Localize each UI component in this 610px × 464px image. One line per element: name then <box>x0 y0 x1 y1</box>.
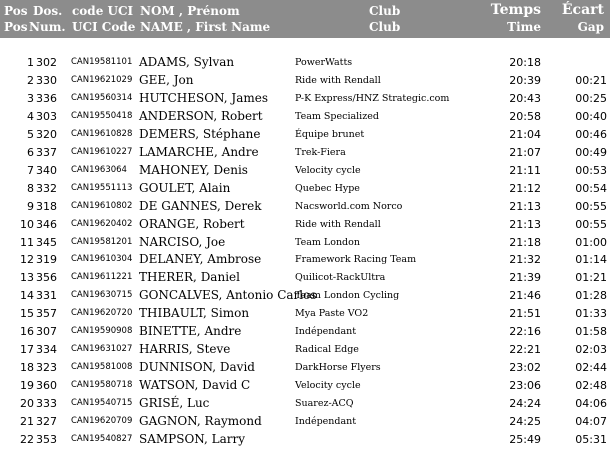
cell-pos: 19 <box>20 379 34 393</box>
cell-uci: CAN19550418 <box>71 110 133 121</box>
cell-club: Indépendant <box>295 416 357 427</box>
cell-dos: 345 <box>36 235 57 249</box>
table-row <box>0 180 610 197</box>
cell-gap: 01:00 <box>575 235 607 249</box>
cell-time: 21:51 <box>509 307 541 321</box>
header-name: NOM , Prénom <box>140 4 240 18</box>
cell-name: DE GANNES, Derek <box>139 198 262 213</box>
cell-dos: 303 <box>36 109 57 123</box>
cell-gap: 00:25 <box>575 91 607 105</box>
cell-dos: 346 <box>36 217 57 231</box>
table-row <box>0 359 610 376</box>
cell-gap: 00:40 <box>575 109 607 123</box>
cell-pos: 2 <box>27 73 34 87</box>
header-gap: Écart <box>561 2 604 18</box>
cell-club: P-K Express/HNZ Strategic.com <box>295 92 450 104</box>
cell-gap: 04:07 <box>575 415 607 428</box>
cell-pos: 12 <box>20 253 34 267</box>
cell-uci: CAN19580718 <box>71 380 133 391</box>
cell-dos: 353 <box>36 432 57 446</box>
results-header <box>0 0 610 38</box>
table-row <box>0 377 610 394</box>
cell-time: 25:49 <box>509 432 541 446</box>
cell-time: 20:43 <box>509 91 541 105</box>
table-row <box>0 216 610 233</box>
cell-pos: 11 <box>20 235 34 249</box>
header-gap-en: Gap <box>577 20 604 34</box>
cell-name: HARRIS, Steve <box>139 342 231 357</box>
cell-uci: CAN19620402 <box>71 218 133 229</box>
cell-pos: 7 <box>27 163 34 177</box>
cell-time: 21:13 <box>509 217 541 231</box>
cell-time: 23:02 <box>509 361 541 375</box>
cell-uci: CAN19560314 <box>71 92 133 103</box>
cell-time: 22:21 <box>509 343 541 357</box>
cell-dos: 330 <box>36 73 57 87</box>
cell-gap: 00:55 <box>575 217 607 231</box>
cell-time: 21:07 <box>509 145 541 159</box>
cell-club: Framework Racing Team <box>295 254 417 266</box>
cell-time: 21:32 <box>509 253 541 267</box>
cell-uci: CAN19581101 <box>71 57 133 67</box>
table-row <box>0 144 610 161</box>
cell-uci: CAN19581008 <box>71 362 133 373</box>
cell-name: THERER, Daniel <box>139 270 240 285</box>
cell-uci: CAN19620720 <box>71 308 133 319</box>
cell-dos: 337 <box>36 145 57 159</box>
cell-name: ANDERSON, Robert <box>139 108 263 123</box>
cell-name: THIBAULT, Simon <box>139 306 250 321</box>
cell-gap: 04:06 <box>575 397 607 411</box>
table-row <box>0 126 610 143</box>
cell-dos: 356 <box>36 271 57 285</box>
header-uci-en: UCI Code <box>72 20 136 34</box>
table-row <box>0 162 610 179</box>
cell-dos: 323 <box>36 361 57 375</box>
cell-time: 20:39 <box>509 73 541 87</box>
cell-uci: CAN19590908 <box>71 326 133 337</box>
cell-gap: 01:14 <box>575 253 607 267</box>
cell-club: Team Specialized <box>295 110 379 122</box>
cell-time: 21:39 <box>509 271 541 285</box>
cell-pos: 4 <box>27 109 34 123</box>
cell-name: GAGNON, Raymond <box>139 414 262 428</box>
header-pos: Pos <box>4 4 28 18</box>
cell-club: Ride with Rendall <box>295 218 381 230</box>
table-row <box>0 395 610 412</box>
cell-gap: 00:21 <box>575 73 607 87</box>
cell-club: PowerWatts <box>295 57 353 68</box>
cell-time: 24:25 <box>509 415 541 428</box>
cell-pos: 10 <box>20 217 34 231</box>
table-row <box>0 54 610 71</box>
cell-pos: 15 <box>20 307 34 321</box>
cell-gap: 05:31 <box>575 432 607 446</box>
cell-time: 21:12 <box>509 181 541 195</box>
table-row <box>0 287 610 304</box>
cell-name: WATSON, David C <box>139 378 251 393</box>
cell-uci: CAN19631027 <box>71 344 133 355</box>
table-row <box>0 90 610 107</box>
header-dos: Dos. <box>33 4 63 18</box>
cell-pos: 8 <box>27 181 34 195</box>
table-row <box>0 269 610 286</box>
cell-gap: 01:28 <box>575 289 607 303</box>
cell-time: 21:18 <box>509 235 541 249</box>
cell-club: Ride with Rendall <box>295 74 381 86</box>
cell-name: GONCALVES, Antonio Carlos <box>139 288 317 303</box>
cell-gap: 02:44 <box>575 361 607 375</box>
cell-pos: 20 <box>20 397 34 411</box>
cell-dos: 360 <box>36 379 57 393</box>
cell-club: Nacsworld.com Norco <box>295 200 403 212</box>
table-row <box>0 323 610 340</box>
cell-uci: CAN1963064 <box>71 164 127 175</box>
cell-uci: CAN19551113 <box>71 182 133 193</box>
cell-name: BINETTE, Andre <box>139 324 242 339</box>
header-pos-en: Pos <box>4 20 28 34</box>
cell-pos: 21 <box>20 415 34 428</box>
cell-name: ADAMS, Sylvan <box>139 55 235 69</box>
header-uci: code UCI <box>72 4 134 18</box>
cell-club: Équipe brunet <box>295 128 365 140</box>
cell-club: Velocity cycle <box>295 164 361 176</box>
cell-dos: 318 <box>36 199 57 213</box>
cell-uci: CAN19620709 <box>71 416 133 426</box>
cell-time: 24:24 <box>509 397 541 411</box>
cell-dos: 331 <box>36 289 57 303</box>
cell-gap: 01:58 <box>575 325 607 339</box>
cell-uci: CAN19621029 <box>71 74 133 85</box>
cell-time: 22:16 <box>509 325 541 339</box>
cell-pos: 17 <box>20 343 34 357</box>
cell-uci: CAN19610227 <box>71 146 133 157</box>
table-row <box>0 251 610 268</box>
cell-dos: 319 <box>36 253 57 267</box>
table-row <box>0 305 610 322</box>
cell-gap: 00:49 <box>575 145 607 159</box>
cell-time: 20:18 <box>509 56 541 69</box>
table-row <box>0 108 610 125</box>
cell-name: HUTCHESON, James <box>139 90 269 105</box>
cell-club: Velocity cycle <box>295 380 361 392</box>
cell-pos: 5 <box>27 127 34 141</box>
table-row <box>0 72 610 89</box>
cell-pos: 18 <box>20 361 34 375</box>
cell-name: LAMARCHE, Andre <box>139 144 259 159</box>
cell-pos: 14 <box>20 289 34 303</box>
cell-gap: 02:03 <box>575 343 607 357</box>
cell-club: Mya Paste VO2 <box>295 308 369 320</box>
table-row <box>0 234 610 251</box>
cell-name: DUNNISON, David <box>139 360 255 375</box>
cell-gap: 02:48 <box>575 379 607 393</box>
cell-name: DEMERS, Stéphane <box>139 126 261 141</box>
cell-name: ORANGE, Robert <box>139 216 245 231</box>
cell-club: Team London Cycling <box>295 290 400 302</box>
cell-uci: CAN19610802 <box>71 200 133 211</box>
cell-pos: 9 <box>27 199 34 213</box>
cell-pos: 16 <box>20 325 34 339</box>
cell-dos: 336 <box>36 91 57 105</box>
cell-club: Suarez-ACQ <box>295 398 354 410</box>
cell-club: Team London <box>295 236 360 248</box>
cell-club: Quilicot-RackUltra <box>295 272 386 284</box>
cell-gap: 00:55 <box>575 199 607 213</box>
cell-uci: CAN19581201 <box>71 236 133 247</box>
header-time-en: Time <box>507 20 541 34</box>
cell-uci: CAN19540715 <box>71 398 133 409</box>
table-row <box>0 341 610 358</box>
cell-dos: 340 <box>36 163 57 177</box>
cell-time: 21:04 <box>509 127 541 141</box>
cell-name: NARCISO, Joe <box>139 234 226 249</box>
cell-time: 21:13 <box>509 199 541 213</box>
cell-name: GEE, Jon <box>139 72 194 87</box>
cell-dos: 357 <box>36 307 57 321</box>
cell-gap: 00:53 <box>575 163 607 177</box>
cell-uci: CAN19611221 <box>71 272 133 283</box>
cell-time: 20:58 <box>509 109 541 123</box>
cell-name: SAMPSON, Larry <box>139 431 246 446</box>
cell-dos: 334 <box>36 343 57 357</box>
header-num-en: Num. <box>29 20 66 34</box>
cell-club: Radical Edge <box>295 344 359 356</box>
cell-name: MAHONEY, Denis <box>139 162 248 177</box>
cell-gap: 01:21 <box>575 271 607 285</box>
cell-uci: CAN19630715 <box>71 290 133 301</box>
header-club-en: Club <box>369 20 401 34</box>
table-row <box>0 431 610 448</box>
cell-dos: 307 <box>36 325 57 339</box>
cell-name: GRISÉ, Luc <box>139 396 210 411</box>
cell-dos: 302 <box>36 56 57 69</box>
cell-club: Quebec Hype <box>295 182 360 194</box>
header-time: Temps <box>490 2 541 18</box>
cell-gap: 00:54 <box>575 181 607 195</box>
cell-dos: 327 <box>36 415 57 428</box>
cell-uci: CAN19610828 <box>71 128 133 139</box>
cell-uci: CAN19610304 <box>71 254 133 265</box>
cell-time: 21:46 <box>509 289 541 303</box>
cell-club: DarkHorse Flyers <box>295 362 381 374</box>
cell-name: DELANEY, Ambrose <box>139 252 262 267</box>
cell-gap: 00:46 <box>575 127 607 141</box>
cell-dos: 333 <box>36 397 57 411</box>
cell-dos: 332 <box>36 181 57 195</box>
cell-name: GOULET, Alain <box>139 180 231 195</box>
cell-pos: 3 <box>27 91 34 105</box>
cell-pos: 6 <box>27 145 34 159</box>
header-name-en: NAME , First Name <box>140 20 271 34</box>
cell-club: Trek-Fiera <box>295 146 346 158</box>
cell-time: 23:06 <box>509 379 541 393</box>
table-row <box>0 198 610 215</box>
cell-pos: 13 <box>20 271 34 285</box>
cell-pos: 22 <box>20 432 34 446</box>
cell-pos: 1 <box>27 56 34 69</box>
header-club: Club <box>369 4 401 18</box>
table-row <box>0 413 610 430</box>
cell-uci: CAN19540827 <box>71 433 133 444</box>
cell-time: 21:11 <box>509 163 541 177</box>
cell-gap: 01:33 <box>575 307 607 321</box>
cell-dos: 320 <box>36 127 57 141</box>
cell-club: Indépendant <box>295 326 357 338</box>
